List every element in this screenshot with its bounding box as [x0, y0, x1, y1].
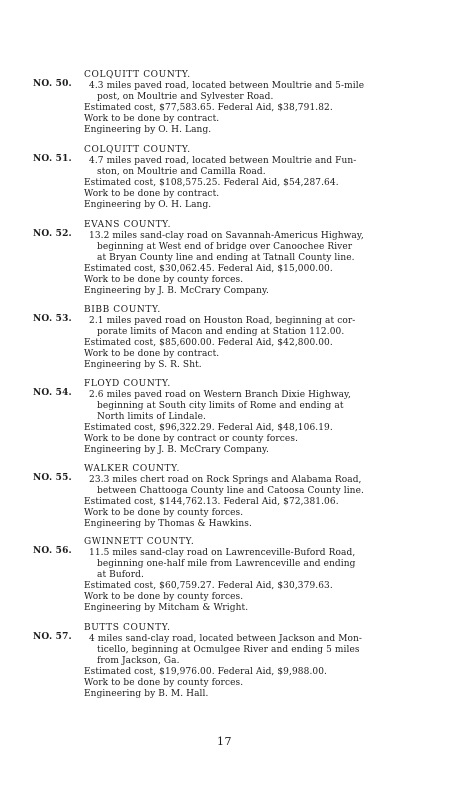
county-name: FLOYD COUNTY. [84, 379, 171, 389]
project-description: at Bryan County line and ending at Tatnall County line. [97, 253, 355, 263]
project-description: 2.6 miles paved road on Western Branch Dixie Highway, [89, 390, 351, 400]
project-description: 23.3 miles chert road on Rock Springs and Alabama Road, [89, 475, 362, 485]
estimated-cost: Estimated cost, $60,759.27. Federal Aid, $30,379.63. [84, 581, 333, 591]
project-description: ticello, beginning at Ocmulgee River and ending 5 miles [97, 645, 360, 655]
estimated-cost: Estimated cost, $30,062.45. Federal Aid, $15,000.00. [84, 264, 333, 274]
project-description: 2.1 miles paved road on Houston Road, beginning at cor- [89, 316, 356, 326]
project-number: NO. 52. [33, 229, 72, 239]
estimated-cost: Estimated cost, $144,762.13. Federal Aid, $72,381.06. [84, 497, 339, 507]
engineering: Engineering by O. H. Lang. [84, 125, 212, 135]
project-number: NO. 54. [33, 388, 72, 398]
county-name: EVANS COUNTY. [84, 220, 172, 230]
estimated-cost: Estimated cost, $85,600.00. Federal Aid, $42,800.00. [84, 338, 333, 348]
work-method: Work to be done by contract or county forces. [84, 434, 299, 444]
project-description: from Jackson, Ga. [97, 656, 180, 666]
work-method: Work to be done by county forces. [84, 275, 244, 285]
work-method: Work to be done by contract. [84, 349, 220, 359]
project-description: 4 miles sand-clay road, located between Jackson and Mon- [89, 634, 363, 644]
engineering: Engineering by J. B. McCrary Company. [84, 286, 269, 296]
estimated-cost: Estimated cost, $96,322.29. Federal Aid, $48,106.19. [84, 423, 333, 433]
project-description: 13.2 miles sand-clay road on Savannah-Americus Highway, [89, 231, 364, 241]
engineering: Engineering by J. B. McCrary Company. [84, 445, 269, 455]
project-description: beginning at West end of bridge over Canoochee River [97, 242, 353, 252]
engineering: Engineering by S. R. Sht. [84, 360, 202, 370]
engineering: Engineering by O. H. Lang. [84, 200, 212, 210]
project-number: NO. 57. [33, 632, 72, 642]
project-description: at Buford. [97, 570, 144, 580]
project-number: NO. 50. [33, 79, 72, 89]
project-description: 4.3 miles paved road, located between Moultrie and 5-mile [89, 81, 365, 91]
project-description: beginning at South city limits of Rome and ending at [97, 401, 344, 411]
engineering: Engineering by Thomas & Hawkins. [84, 519, 252, 529]
project-description: 4.7 miles paved road, located between Moultrie and Fun- [89, 156, 357, 166]
project-description: between Chattooga County line and Catoosa County line. [97, 486, 364, 496]
county-name: COLQUITT COUNTY. [84, 145, 191, 155]
engineering: Engineering by B. M. Hall. [84, 689, 209, 699]
engineering: Engineering by Mitcham & Wright. [84, 603, 249, 613]
work-method: Work to be done by contract. [84, 189, 220, 199]
county-name: COLQUITT COUNTY. [84, 70, 191, 80]
project-description: post, on Moultrie and Sylvester Road. [97, 92, 274, 102]
project-description: porate limits of Macon and ending at Station 112.00. [97, 327, 345, 337]
work-method: Work to be done by county forces. [84, 508, 244, 518]
project-number: NO. 55. [33, 473, 72, 483]
project-number: NO. 51. [33, 154, 72, 164]
project-number: NO. 53. [33, 314, 72, 324]
work-method: Work to be done by county forces. [84, 678, 244, 688]
county-name: BIBB COUNTY. [84, 305, 161, 315]
project-description: North limits of Lindale. [97, 412, 206, 422]
work-method: Work to be done by contract. [84, 114, 220, 124]
project-description: ston, on Moultrie and Camilla Road. [97, 167, 266, 177]
estimated-cost: Estimated cost, $19,976.00. Federal Aid, $9,988.00. [84, 667, 328, 677]
estimated-cost: Estimated cost, $77,583.65. Federal Aid, $38,791.82. [84, 103, 333, 113]
county-name: GWINNETT COUNTY. [84, 537, 195, 547]
project-description: 11.5 miles sand-clay road on Lawrenceville-Buford Road, [89, 548, 356, 558]
project-number: NO. 56. [33, 546, 72, 556]
estimated-cost: Estimated cost, $108,575.25. Federal Aid, $54,287.64. [84, 178, 339, 188]
county-name: BUTTS COUNTY. [84, 623, 171, 633]
county-name: WALKER COUNTY. [84, 464, 180, 474]
project-description: beginning one-half mile from Lawrenceville and ending [97, 559, 356, 569]
work-method: Work to be done by county forces. [84, 592, 244, 602]
page-number: 17 [217, 735, 232, 748]
